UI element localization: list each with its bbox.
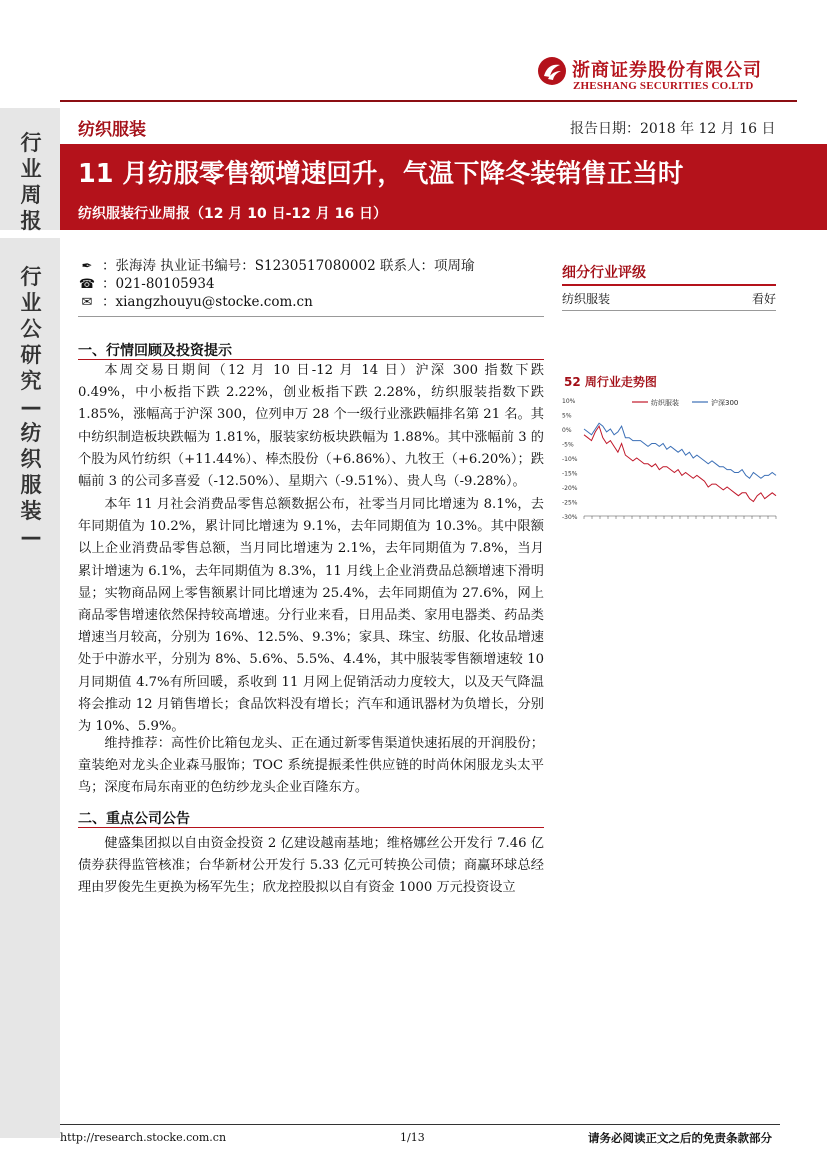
section1-title: 一、行情回顾及投资提示 [78, 343, 232, 359]
y-tick-label: -5% [562, 441, 574, 449]
chart-title: 52 周行业走势图 [564, 375, 657, 389]
company-name-en: ZHESHANG SECURITIES CO.LTD [573, 80, 754, 92]
report-date: 报告日期：2018 年 12 月 16 日 [570, 121, 776, 137]
section2-rule [78, 827, 544, 828]
contact-analyst-text: ：张海涛 执业证书编号：S1230517080002 联系人：项周瑜 [102, 258, 475, 274]
rating-title: 细分行业评级 [562, 265, 646, 281]
section2-paragraph-1: 健盛集团拟以自由资金投资 2 亿建设越南基地；维格娜丝公开发行 7.46 亿债券获得监管核准；台华新材公开发行 5.33 亿元可转换公司债；商赢环球总经理由罗俊先生更换为杨军先生；欣龙控股拟以自有资金 1000 万元投资设立 [78, 836, 544, 896]
report-subtitle: 纺织服装行业周报（12 月 10 日-12 月 16 日） [78, 206, 387, 222]
section1-paragraph-3: 维持推荐：高性价比箱包龙头、正在通过新零售渠道快速拓展的开润股份；童装绝对龙头企业森马服饰；TOC 系统提振柔性供应链的时尚休闲服龙头太平鸟；深度布局东南亚的色纺纱龙头企业百隆东方。 [78, 736, 544, 796]
mail-icon: ✉ [81, 295, 93, 310]
disclaimer-note: 请务必阅读正文之后的免责条款部分 [588, 1131, 772, 1145]
report-title: 11 月纺服零售额增速回升，气温下降冬装销售正当时 [78, 159, 684, 189]
y-tick-label: -15% [562, 470, 578, 478]
contact-divider [78, 316, 544, 317]
rating-rule-top [562, 284, 776, 286]
trend-chart [560, 392, 782, 534]
contact-analyst [78, 254, 475, 274]
company-logo-icon [537, 56, 567, 86]
side-tab-bottom-label: 行业公研究—纺织服装— [20, 265, 42, 549]
y-tick-label: 5% [562, 412, 572, 420]
y-tick-label: -25% [562, 499, 578, 507]
rating-rule-bottom [562, 310, 776, 311]
rating-industry: 纺织服装 [562, 292, 611, 306]
y-tick-label: -20% [562, 485, 578, 492]
series-line-1 [584, 426, 776, 501]
company-name-cn: 浙商证券股份有限公司 [572, 60, 762, 81]
section1-paragraph-2: 本年 11 月社会消费品零售总额数据公布，社零当月同比增速为 8.1%，去年同期值为 10.2%，累计同比增速为 9.1%，去年同期值为 10.3%。其中限额以上企业消费品零售总额，当月同比增速为 2.1%，去年同期值为 7.8%，当月累计增速为 6.1%，去年同期值为 8.3%，11 月线上企业消费品总额增速下滑明显；实物商品网上零售额累计同比增速为 25.4%，去年同期值为 27.6%，网上商品零售增速依然保持较高增速。分行业来看，日用品类、家用电器类、药品类增速当月较高，分别为 16%、12.5%、9.3%；家具、珠宝、纺服、化妆品增速处于中游水平，分别为 8%、5.6%、5.5%、4.4%，其中服装零售额增速较 10 月同期值 4.7%有所回暖，系收到 11 月网上促销活动力度较大，以及天气降温将会推动 12 月销售增长；食品饮料没有增长；汽车和通讯器材为负增长，分别为 10%、5.9%。 [78, 497, 544, 735]
side-tab-top [0, 108, 60, 233]
phone-icon: ☎ [78, 277, 96, 292]
series-line-2 [584, 423, 776, 478]
side-tab-top-label: 行业周报 [20, 131, 42, 233]
pen-icon: ✒ [81, 259, 93, 274]
contact-phone [78, 272, 215, 292]
sector-label: 纺织服装 [78, 120, 146, 140]
contact-phone-text: ：021-80105934 [102, 276, 215, 292]
y-tick-label: 0% [562, 427, 572, 434]
y-tick-label: -30% [562, 514, 578, 521]
contact-email-text[interactable]: ：xiangzhouyu@stocke.com.cn [102, 294, 313, 310]
legend-label-2: 沪深300 [711, 399, 739, 407]
section1-paragraph-1: 本周交易日期间（12 月 10 日-12 月 14 日）沪深 300 指数下跌 0.49%，中小板指下跌 2.22%，创业板指下跌 2.28%，纺织服装指数下跌 1.85%，涨幅高于沪深 300，位列申万 28 个一级行业涨跌幅排名第 21 名。其中纺织制造板块跌幅为 1.81%，服装家纺板块跌幅为 1.88%。其中涨幅前 3 的个股为风竹纺织（+11.44%）、棒杰股份（+6.86%）、九牧王（+6.20%）；跌幅前 3 的公司多喜爱（-12.50%）、星期六（-9.51%）、贵人鸟（-9.28%）。 [78, 363, 544, 490]
side-tab-bottom [0, 238, 60, 1138]
page-number: 1/13 [400, 1131, 425, 1144]
section2-title: 二、重点公司公告 [78, 811, 190, 827]
y-tick-label: -10% [562, 456, 578, 463]
header-divider [60, 100, 797, 102]
legend-label-1: 纺织服装 [651, 399, 679, 407]
footer-divider [60, 1124, 780, 1125]
footer-url[interactable]: http://research.stocke.com.cn [60, 1131, 227, 1144]
y-tick-label: 10% [562, 398, 576, 405]
rating-value: 看好 [752, 292, 777, 306]
contact-email [78, 290, 313, 310]
